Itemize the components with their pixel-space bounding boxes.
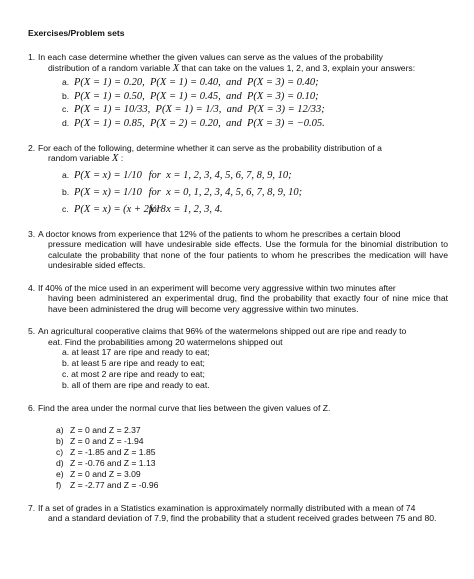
subquestion: b. P(X = 1) = 0.50, P(X = 1) = 0.45, and P(X = 3) = 0.10; — [62, 90, 319, 102]
subquestion: b. all of them are ripe and ready to eat. — [62, 380, 210, 391]
subquestion: c) Z = -1.85 and Z = 1.85 — [56, 447, 156, 458]
domain-condition: for x = 0, 1, 2, 3, 4, 5, 6, 7, 8, 9, 10; — [148, 187, 303, 199]
question-7 — [28, 503, 448, 524]
question-text: A doctor knows from experience that 12% of the patients to whom he prescribes a certain blood — [38, 228, 401, 239]
question-2 — [28, 143, 448, 217]
question-number: 1. — [28, 52, 36, 63]
random-variable-symbol: X — [112, 153, 119, 165]
probability-expression: P(X = 1) = 0.50, P(X = 1) = 0.45, and P(X = 3) = 0.10; — [74, 90, 319, 102]
subquestion: d. P(X = 1) = 0.85, P(X = 2) = 0.20, and P(X = 3) = −0.05. — [62, 118, 325, 130]
subquestion: c. P(X = 1) = 10/33, P(X = 1) = 1/3, and P(X = 3) = 12/33; — [62, 104, 325, 116]
subquestion: a. P(X = x) = 1/10 for x = 1, 2, 3, 4, 5, 6, 7, 8, 9, 10; — [62, 170, 292, 182]
question-text: For each of the following, determine whether it can serve as the probability distribution of a — [38, 142, 382, 153]
page-heading: Exercises/Problem sets — [28, 28, 125, 38]
question-number: 7. — [28, 502, 36, 513]
question-continuation: pressure medication will have undesirable side effects. Use the formula for the binomial distribution to calculate the probability that none of the four patients to whom he prescribes the medication will have undesirable sided effects. — [48, 239, 448, 271]
subquestion: a) Z = 0 and Z = 2.37 — [56, 425, 141, 436]
domain-condition: for x = 1, 2, 3, 4, 5, 6, 7, 8, 9, 10; — [148, 170, 292, 182]
question-5 — [28, 326, 448, 391]
subquestion: c. at most 2 are ripe and ready to eat; — [62, 369, 205, 380]
distribution-formula: P(X = x) = (x + 2)/18 — [74, 203, 166, 215]
subquestion: c. P(X = x) = (x + 2)/18 for x = 1, 2, 3, 4. — [62, 203, 223, 215]
question-6 — [28, 403, 448, 491]
subquestion: a. at least 17 are ripe and ready to eat; — [62, 347, 210, 358]
question-number: 6. — [28, 402, 36, 413]
question-continuation: random variable X : — [48, 153, 124, 165]
question-4 — [28, 283, 448, 314]
subquestion-list — [28, 170, 448, 216]
question-text: An agricultural cooperative claims that 96% of the watermelons shipped out are ripe and ready to — [38, 326, 407, 337]
distribution-formula: P(X = x) = 1/10 — [74, 170, 142, 182]
subquestion: f) Z = -2.77 and Z = -0.96 — [56, 480, 159, 491]
subquestion: b. P(X = x) = 1/10 for x = 0, 1, 2, 3, 4, 5, 6, 7, 8, 9, 10; — [62, 187, 303, 199]
subquestion: d) Z = -0.76 and Z = 1.13 — [56, 458, 156, 469]
question-text: Find the area under the normal curve that lies between the given values of Z. — [38, 402, 331, 413]
subquestion: a. P(X = 1) = 0.20, P(X = 1) = 0.40, and P(X = 3) = 0.40; — [62, 76, 319, 88]
domain-condition: for x = 1, 2, 3, 4. — [148, 203, 223, 215]
question-text: If 40% of the mice used in an experiment will become very aggressive within two minutes after — [38, 282, 396, 293]
probability-expression: P(X = 1) = 0.20, P(X = 1) = 0.40, and P(X = 3) = 0.40; — [74, 76, 319, 88]
question-text: In each case determine whether the given values can serve as the values of the probability — [38, 52, 383, 63]
subquestion-list — [28, 425, 448, 490]
exercise-page — [28, 28, 448, 536]
question-continuation: distribution of a random variable X that can take on the values 1, 2, and 3, explain your answers: — [48, 62, 416, 74]
question-continuation: and a standard deviation of 7.9, find the probability that a student received grades between 75 and 80. — [48, 513, 437, 524]
question-number: 4. — [28, 282, 36, 293]
distribution-formula: P(X = x) = 1/10 — [74, 187, 142, 199]
question-number: 2. — [28, 142, 36, 153]
question-1 — [28, 52, 448, 130]
question-continuation: having been administered an experimental drug, find the probability that exactly four of nine mice that have been administered the drug will become very aggressive within two minutes. — [48, 293, 448, 314]
question-3 — [28, 229, 448, 271]
probability-expression: P(X = 1) = 10/33, P(X = 1) = 1/3, and P(X = 3) = 12/33; — [74, 104, 325, 116]
question-text: If a set of grades in a Statistics examination is approximately normally distributed with a mean of 74 — [38, 502, 416, 513]
random-variable-symbol: X — [172, 62, 180, 74]
subquestion-list — [28, 77, 448, 131]
subquestion: b) Z = 0 and Z = -1.94 — [56, 436, 144, 447]
question-continuation: eat. Find the probabilities among 20 watermelons shipped out — [48, 336, 283, 347]
subquestion-list — [28, 347, 448, 390]
question-number: 3. — [28, 228, 36, 239]
subquestion: b. at least 5 are ripe and ready to eat; — [62, 358, 205, 369]
question-number: 5. — [28, 326, 36, 337]
probability-expression: P(X = 1) = 0.85, P(X = 2) = 0.20, and P(X = 3) = −0.05. — [74, 118, 325, 130]
subquestion: e) Z = 0 and Z = 3.09 — [56, 469, 141, 480]
